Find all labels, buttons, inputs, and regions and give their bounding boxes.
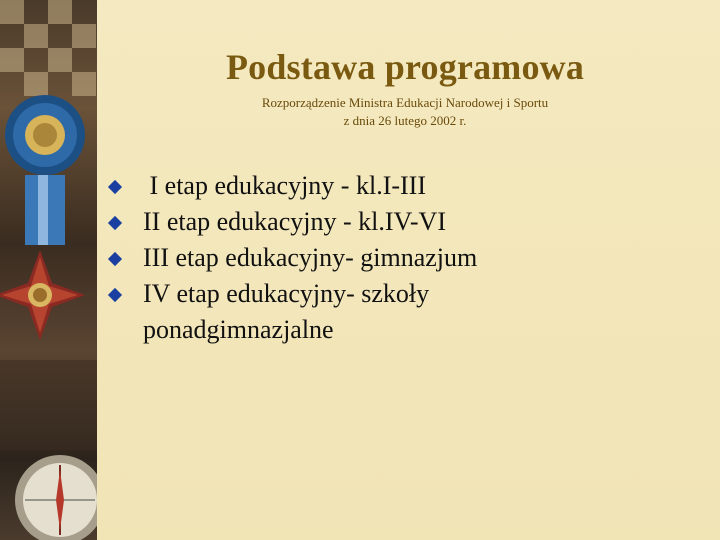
diamond-bullet-icon <box>108 288 122 302</box>
diamond-bullet-icon <box>108 252 122 266</box>
medal-photo-illustration <box>0 0 97 540</box>
bullet-item <box>108 276 708 348</box>
bullet-text: III etap edukacyjny- gimnazjum <box>143 243 478 272</box>
bullet-item <box>108 204 708 240</box>
bullet-list <box>108 168 708 348</box>
slide-subtitle <box>110 94 700 130</box>
subtitle-line-2: z dnia 26 lutego 2002 r. <box>343 113 467 128</box>
bullet-text: II etap edukacyjny - kl.IV-VI <box>143 207 446 236</box>
diamond-bullet-icon <box>108 216 122 230</box>
bullet-item <box>108 240 708 276</box>
bullet-text: I etap edukacyjny - kl.I-III <box>143 171 426 200</box>
slide-title: Podstawa programowa <box>225 47 585 87</box>
bullet-text: IV etap edukacyjny- szkoły ponadgimnazjalne <box>143 279 430 344</box>
bullet-item <box>108 168 708 204</box>
subtitle-line-1: Rozporządzenie Ministra Edukacji Narodowej i Sportu <box>261 95 549 110</box>
medal-photo-image <box>0 0 97 540</box>
diamond-bullet-icon <box>108 180 122 194</box>
